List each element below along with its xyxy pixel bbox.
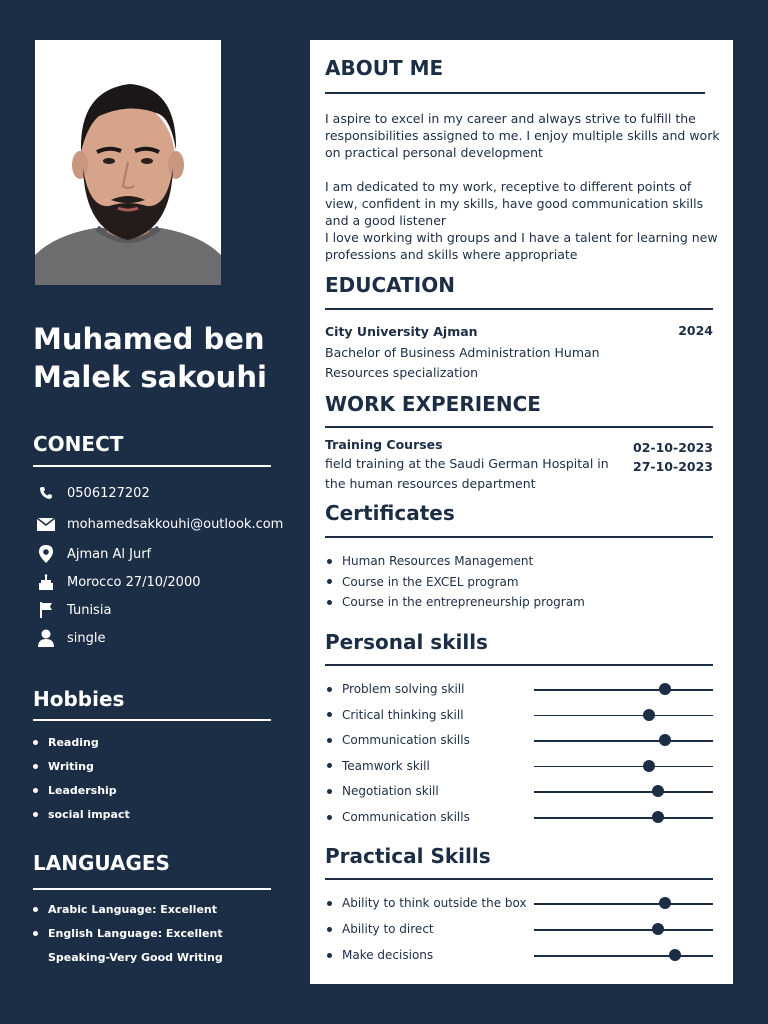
practical-skill-level-track bbox=[534, 955, 713, 957]
bullet-dot bbox=[327, 927, 332, 932]
person-name: Muhamed ben Malek sakouhi bbox=[33, 322, 267, 394]
practical-skill-row bbox=[327, 893, 717, 913]
about-paragraph-1: I aspire to excel in my career and always strive to fulfill the responsibilities assigned to me. I enjoy multiple skills and work on practical personal development bbox=[325, 111, 720, 160]
education-degree: Bachelor of Business Administration Human Resources specialization bbox=[325, 345, 600, 380]
contact-birth bbox=[36, 572, 201, 592]
list-item: Reading bbox=[33, 736, 130, 760]
list-item: Writing bbox=[33, 760, 130, 784]
contact-nationality bbox=[36, 600, 111, 620]
personal-skill-row bbox=[327, 756, 717, 776]
profile-photo bbox=[35, 40, 221, 285]
bullet-dot bbox=[327, 953, 332, 958]
list-item: Course in the EXCEL program bbox=[327, 572, 585, 593]
personal-skill-level-track bbox=[534, 740, 713, 742]
work-date-to: 27-10-2023 bbox=[633, 459, 713, 474]
practical-skill-level-track bbox=[534, 929, 713, 931]
personal-skill-level-track bbox=[534, 689, 713, 691]
work-heading: WORK EXPERIENCE bbox=[325, 392, 541, 416]
hobbies-heading: Hobbies bbox=[33, 687, 125, 711]
person-icon bbox=[36, 628, 56, 648]
personal-skill-label: Teamwork skill bbox=[342, 758, 430, 773]
contact-status-text: single bbox=[67, 630, 106, 646]
birthday-cake-icon bbox=[36, 572, 56, 592]
personal-skill-level-knob bbox=[643, 709, 655, 721]
personal-skill-label: Communication skills bbox=[342, 810, 470, 824]
education-divider bbox=[325, 308, 713, 310]
practical-skill-row bbox=[327, 919, 717, 939]
flag-icon bbox=[36, 600, 56, 620]
bullet-dot bbox=[327, 815, 332, 820]
contact-phone bbox=[36, 483, 150, 503]
languages-heading: LANGUAGES bbox=[33, 851, 170, 875]
list-item: Speaking-Very Good Writing bbox=[48, 951, 223, 964]
list-item: Leadership bbox=[33, 784, 130, 808]
work-description: field training at the Saudi German Hospital in the human resources department bbox=[325, 456, 609, 491]
practical-skill-level-knob bbox=[652, 923, 664, 935]
personal-skill-row bbox=[327, 679, 717, 699]
contact-location-text: Ajman Al Jurf bbox=[67, 546, 152, 562]
bullet-dot bbox=[327, 789, 332, 794]
bullet-dot bbox=[327, 763, 332, 768]
personal-skill-label: Critical thinking skill bbox=[342, 707, 464, 722]
personal-skill-level-knob bbox=[659, 683, 671, 695]
work-date-from: 02-10-2023 bbox=[633, 440, 713, 455]
work-title: Training Courses bbox=[325, 437, 443, 452]
list-item: social impact bbox=[33, 808, 130, 832]
bullet-dot bbox=[327, 687, 332, 692]
personal-skills-divider bbox=[325, 664, 713, 666]
practical-skills-divider bbox=[325, 878, 713, 880]
personal-skill-level-track bbox=[534, 766, 713, 768]
main-panel bbox=[310, 40, 733, 984]
practical-skill-label: Ability to direct bbox=[342, 922, 434, 936]
hobbies-divider bbox=[33, 719, 271, 721]
practical-skill-level-knob bbox=[669, 949, 681, 961]
education-school: City University Ajman bbox=[325, 324, 478, 339]
personal-skill-label: Communication skills bbox=[342, 733, 470, 748]
education-year: 2024 bbox=[678, 323, 713, 338]
personal-skill-level-knob bbox=[643, 760, 655, 772]
about-heading: ABOUT ME bbox=[325, 56, 444, 80]
practical-skill-level-knob bbox=[659, 897, 671, 909]
bullet-dot bbox=[327, 901, 332, 906]
education-heading: EDUCATION bbox=[325, 273, 455, 297]
practical-skill-label: Ability to think outside the box bbox=[342, 896, 527, 910]
personal-skill-level-track bbox=[534, 817, 713, 819]
work-divider bbox=[325, 426, 713, 428]
connect-heading: CONECT bbox=[33, 432, 124, 456]
location-pin-icon bbox=[36, 544, 56, 564]
contact-phone-text: 0506127202 bbox=[67, 485, 150, 501]
personal-skills-heading: Personal skills bbox=[325, 630, 488, 654]
personal-skill-level-track bbox=[534, 715, 713, 717]
hobbies-list bbox=[33, 736, 130, 832]
contact-nationality-text: Tunisia bbox=[67, 602, 112, 618]
connect-divider bbox=[33, 465, 271, 467]
personal-skill-row bbox=[327, 730, 717, 750]
practical-skill-row bbox=[327, 945, 717, 965]
personal-skill-level-track bbox=[534, 791, 713, 793]
about-divider bbox=[325, 92, 705, 94]
list-item: Human Resources Management bbox=[327, 551, 585, 572]
about-paragraph-3: I love working with groups and I have a talent for learning new professions and skills where appropriate bbox=[325, 230, 718, 262]
phone-icon bbox=[36, 483, 56, 503]
bullet-dot bbox=[327, 738, 332, 743]
contact-email-text: mohamedsakkouhi@outlook.com bbox=[67, 516, 284, 532]
list-item: Course in the entrepreneurship program bbox=[327, 592, 585, 613]
certificates-divider bbox=[325, 536, 713, 538]
mail-icon bbox=[36, 514, 56, 534]
languages-divider bbox=[33, 888, 271, 890]
personal-skill-row bbox=[327, 705, 717, 725]
personal-skill-level-knob bbox=[652, 811, 664, 823]
about-paragraph-2: I am dedicated to my work, receptive to different points of view, confident in my skills, have good communication skills and a good listener bbox=[325, 179, 704, 228]
contact-location bbox=[36, 544, 151, 564]
list-item: Arabic Language: Excellent bbox=[33, 903, 223, 927]
bullet-dot bbox=[327, 712, 332, 717]
certificates-heading: Certificates bbox=[325, 501, 455, 525]
personal-skill-row bbox=[327, 781, 717, 801]
personal-skill-label: Negotiation skill bbox=[342, 784, 439, 799]
personal-skill-level-knob bbox=[659, 734, 671, 746]
contact-email bbox=[36, 514, 283, 534]
personal-skill-label: Problem solving skill bbox=[342, 682, 465, 696]
practical-skill-level-track bbox=[534, 903, 713, 905]
practical-skills-heading: Practical Skills bbox=[325, 844, 491, 868]
contact-birth-text: Morocco 27/10/2000 bbox=[67, 574, 201, 590]
list-item: English Language: Excellent bbox=[33, 927, 223, 951]
practical-skill-label: Make decisions bbox=[342, 948, 434, 962]
personal-skill-level-knob bbox=[652, 785, 664, 797]
personal-skill-row bbox=[327, 807, 717, 827]
languages-list bbox=[33, 903, 223, 975]
certificates-list bbox=[327, 551, 585, 613]
contact-status bbox=[36, 628, 106, 648]
